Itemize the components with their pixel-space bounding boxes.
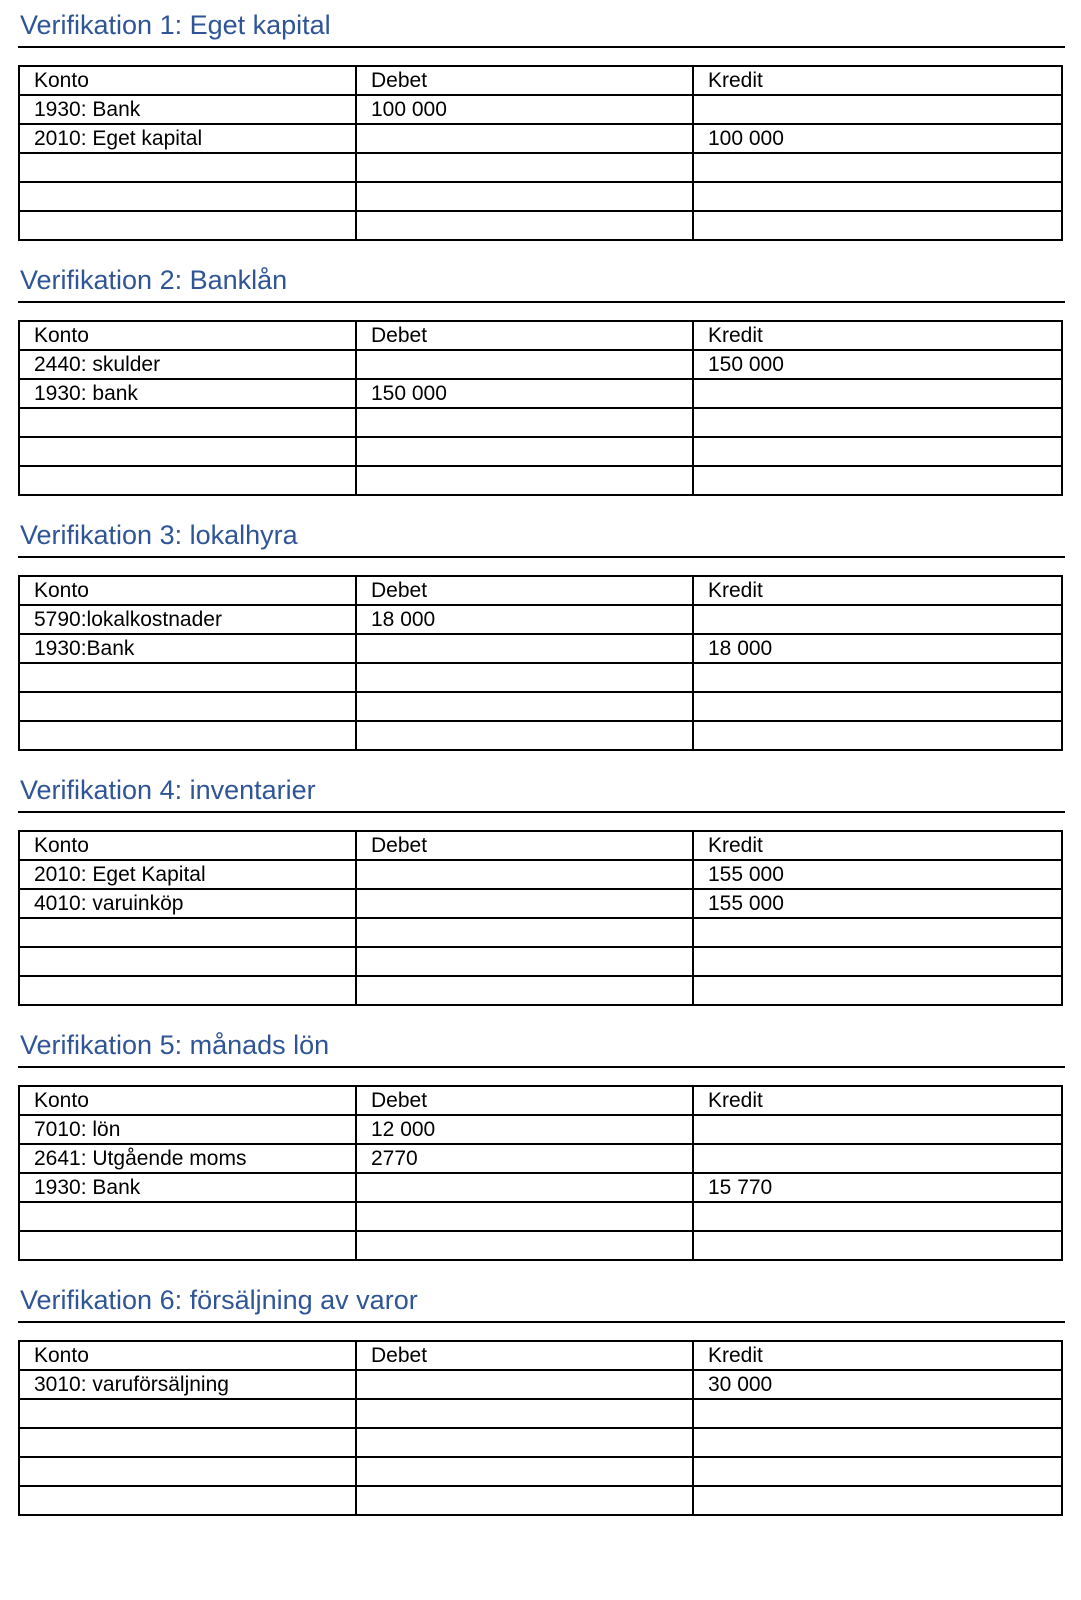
cell-konto bbox=[19, 663, 356, 692]
header-debet: Debet bbox=[356, 66, 693, 95]
cell-konto: 2010: Eget Kapital bbox=[19, 860, 356, 889]
table-header-row bbox=[19, 831, 1062, 860]
cell-kredit bbox=[693, 605, 1062, 634]
table-row bbox=[19, 124, 1062, 153]
cell-kredit bbox=[693, 1231, 1062, 1260]
cell-konto bbox=[19, 976, 356, 1005]
table-row bbox=[19, 211, 1062, 240]
table-row bbox=[19, 1486, 1062, 1515]
cell-kredit: 30 000 bbox=[693, 1370, 1062, 1399]
verification-section-4 bbox=[0, 767, 1081, 1030]
cell-kredit: 15 770 bbox=[693, 1173, 1062, 1202]
cell-konto bbox=[19, 1399, 356, 1428]
cell-konto: 5790:lokalkostnader bbox=[19, 605, 356, 634]
cell-kredit bbox=[693, 1428, 1062, 1457]
section-title: Verifikation 6: försäljning av varor bbox=[20, 1285, 418, 1315]
header-debet: Debet bbox=[356, 831, 693, 860]
cell-konto: 1930: bank bbox=[19, 379, 356, 408]
table-row bbox=[19, 350, 1062, 379]
ledger-table bbox=[18, 65, 1063, 241]
cell-kredit bbox=[693, 1399, 1062, 1428]
cell-konto bbox=[19, 1202, 356, 1231]
table-row bbox=[19, 976, 1062, 1005]
cell-konto: 1930: Bank bbox=[19, 95, 356, 124]
cell-konto bbox=[19, 211, 356, 240]
table-header-row bbox=[19, 1086, 1062, 1115]
cell-debet bbox=[356, 408, 693, 437]
table-header-row bbox=[19, 576, 1062, 605]
header-konto: Konto bbox=[19, 576, 356, 605]
cell-konto bbox=[19, 1231, 356, 1260]
table-row bbox=[19, 153, 1062, 182]
cell-konto bbox=[19, 466, 356, 495]
table-row bbox=[19, 437, 1062, 466]
title-underline bbox=[18, 46, 1065, 48]
cell-kredit bbox=[693, 466, 1062, 495]
header-konto: Konto bbox=[19, 321, 356, 350]
cell-konto: 1930: Bank bbox=[19, 1173, 356, 1202]
cell-kredit bbox=[693, 1457, 1062, 1486]
cell-debet bbox=[356, 721, 693, 750]
table-header-row bbox=[19, 321, 1062, 350]
verification-section-5 bbox=[0, 1022, 1081, 1285]
table-row bbox=[19, 466, 1062, 495]
cell-kredit bbox=[693, 1115, 1062, 1144]
cell-kredit bbox=[693, 721, 1062, 750]
cell-konto: 7010: lön bbox=[19, 1115, 356, 1144]
header-debet: Debet bbox=[356, 321, 693, 350]
header-kredit: Kredit bbox=[693, 321, 1062, 350]
cell-debet bbox=[356, 947, 693, 976]
cell-debet bbox=[356, 976, 693, 1005]
table-row bbox=[19, 379, 1062, 408]
cell-kredit bbox=[693, 1486, 1062, 1515]
cell-konto: 2010: Eget kapital bbox=[19, 124, 356, 153]
verification-section-1 bbox=[0, 2, 1081, 265]
cell-debet bbox=[356, 860, 693, 889]
cell-debet bbox=[356, 1486, 693, 1515]
table-row bbox=[19, 1202, 1062, 1231]
cell-debet bbox=[356, 1231, 693, 1260]
table-row bbox=[19, 1115, 1062, 1144]
cell-konto bbox=[19, 437, 356, 466]
cell-debet bbox=[356, 889, 693, 918]
header-konto: Konto bbox=[19, 1086, 356, 1115]
cell-debet bbox=[356, 1202, 693, 1231]
cell-konto: 3010: varuförsäljning bbox=[19, 1370, 356, 1399]
header-debet: Debet bbox=[356, 1086, 693, 1115]
cell-kredit bbox=[693, 408, 1062, 437]
table-header-row bbox=[19, 66, 1062, 95]
ledger-table bbox=[18, 1340, 1063, 1516]
header-kredit: Kredit bbox=[693, 1086, 1062, 1115]
cell-konto bbox=[19, 182, 356, 211]
cell-konto bbox=[19, 692, 356, 721]
header-kredit: Kredit bbox=[693, 576, 1062, 605]
cell-debet: 2770 bbox=[356, 1144, 693, 1173]
table-row bbox=[19, 1370, 1062, 1399]
cell-kredit bbox=[693, 95, 1062, 124]
cell-kredit bbox=[693, 379, 1062, 408]
table-row bbox=[19, 1428, 1062, 1457]
cell-kredit bbox=[693, 211, 1062, 240]
verification-section-2 bbox=[0, 257, 1081, 520]
cell-debet bbox=[356, 437, 693, 466]
header-debet: Debet bbox=[356, 1341, 693, 1370]
cell-debet bbox=[356, 1399, 693, 1428]
header-konto: Konto bbox=[19, 1341, 356, 1370]
title-underline bbox=[18, 556, 1065, 558]
cell-kredit: 155 000 bbox=[693, 889, 1062, 918]
cell-kredit: 100 000 bbox=[693, 124, 1062, 153]
section-title: Verifikation 2: Banklån bbox=[20, 265, 288, 295]
table-row bbox=[19, 182, 1062, 211]
cell-kredit: 150 000 bbox=[693, 350, 1062, 379]
cell-kredit bbox=[693, 692, 1062, 721]
cell-debet: 12 000 bbox=[356, 1115, 693, 1144]
cell-debet bbox=[356, 918, 693, 947]
cell-konto bbox=[19, 1428, 356, 1457]
cell-debet bbox=[356, 1428, 693, 1457]
table-row bbox=[19, 947, 1062, 976]
cell-konto bbox=[19, 947, 356, 976]
table-row bbox=[19, 605, 1062, 634]
cell-debet bbox=[356, 692, 693, 721]
cell-debet bbox=[356, 1457, 693, 1486]
cell-kredit: 155 000 bbox=[693, 860, 1062, 889]
cell-konto: 4010: varuinköp bbox=[19, 889, 356, 918]
cell-konto bbox=[19, 153, 356, 182]
cell-konto bbox=[19, 721, 356, 750]
header-debet: Debet bbox=[356, 576, 693, 605]
cell-kredit bbox=[693, 976, 1062, 1005]
table-row bbox=[19, 1399, 1062, 1428]
header-kredit: Kredit bbox=[693, 66, 1062, 95]
section-title: Verifikation 4: inventarier bbox=[20, 775, 316, 805]
cell-kredit bbox=[693, 947, 1062, 976]
table-row bbox=[19, 1457, 1062, 1486]
cell-konto: 1930:Bank bbox=[19, 634, 356, 663]
ledger-table bbox=[18, 830, 1063, 1006]
cell-kredit bbox=[693, 1202, 1062, 1231]
table-row bbox=[19, 918, 1062, 947]
section-title: Verifikation 5: månads lön bbox=[20, 1030, 330, 1060]
cell-debet bbox=[356, 350, 693, 379]
table-row bbox=[19, 663, 1062, 692]
table-row bbox=[19, 1144, 1062, 1173]
cell-debet bbox=[356, 182, 693, 211]
cell-kredit bbox=[693, 918, 1062, 947]
cell-kredit bbox=[693, 153, 1062, 182]
cell-debet bbox=[356, 211, 693, 240]
cell-konto bbox=[19, 1457, 356, 1486]
cell-debet bbox=[356, 1173, 693, 1202]
cell-debet bbox=[356, 466, 693, 495]
cell-debet bbox=[356, 634, 693, 663]
cell-kredit: 18 000 bbox=[693, 634, 1062, 663]
section-title: Verifikation 1: Eget kapital bbox=[20, 10, 331, 40]
table-row bbox=[19, 692, 1062, 721]
table-row bbox=[19, 1231, 1062, 1260]
title-underline bbox=[18, 301, 1065, 303]
cell-kredit bbox=[693, 437, 1062, 466]
cell-debet bbox=[356, 663, 693, 692]
cell-kredit bbox=[693, 663, 1062, 692]
cell-konto bbox=[19, 918, 356, 947]
table-row bbox=[19, 634, 1062, 663]
cell-kredit bbox=[693, 182, 1062, 211]
header-kredit: Kredit bbox=[693, 831, 1062, 860]
cell-debet bbox=[356, 124, 693, 153]
table-row bbox=[19, 1173, 1062, 1202]
table-row bbox=[19, 889, 1062, 918]
verification-section-6 bbox=[0, 1277, 1081, 1540]
table-row bbox=[19, 95, 1062, 124]
table-header-row bbox=[19, 1341, 1062, 1370]
cell-kredit bbox=[693, 1144, 1062, 1173]
table-row bbox=[19, 408, 1062, 437]
cell-konto: 2641: Utgående moms bbox=[19, 1144, 356, 1173]
title-underline bbox=[18, 811, 1065, 813]
table-row bbox=[19, 721, 1062, 750]
cell-debet bbox=[356, 153, 693, 182]
cell-debet: 18 000 bbox=[356, 605, 693, 634]
cell-konto bbox=[19, 1486, 356, 1515]
verification-section-3 bbox=[0, 512, 1081, 775]
cell-konto: 2440: skulder bbox=[19, 350, 356, 379]
header-konto: Konto bbox=[19, 831, 356, 860]
title-underline bbox=[18, 1321, 1065, 1323]
ledger-table bbox=[18, 575, 1063, 751]
cell-konto bbox=[19, 408, 356, 437]
table-row bbox=[19, 860, 1062, 889]
section-title: Verifikation 3: lokalhyra bbox=[20, 520, 298, 550]
ledger-table bbox=[18, 1085, 1063, 1261]
header-kredit: Kredit bbox=[693, 1341, 1062, 1370]
cell-debet: 150 000 bbox=[356, 379, 693, 408]
cell-debet: 100 000 bbox=[356, 95, 693, 124]
header-konto: Konto bbox=[19, 66, 356, 95]
ledger-table bbox=[18, 320, 1063, 496]
title-underline bbox=[18, 1066, 1065, 1068]
cell-debet bbox=[356, 1370, 693, 1399]
